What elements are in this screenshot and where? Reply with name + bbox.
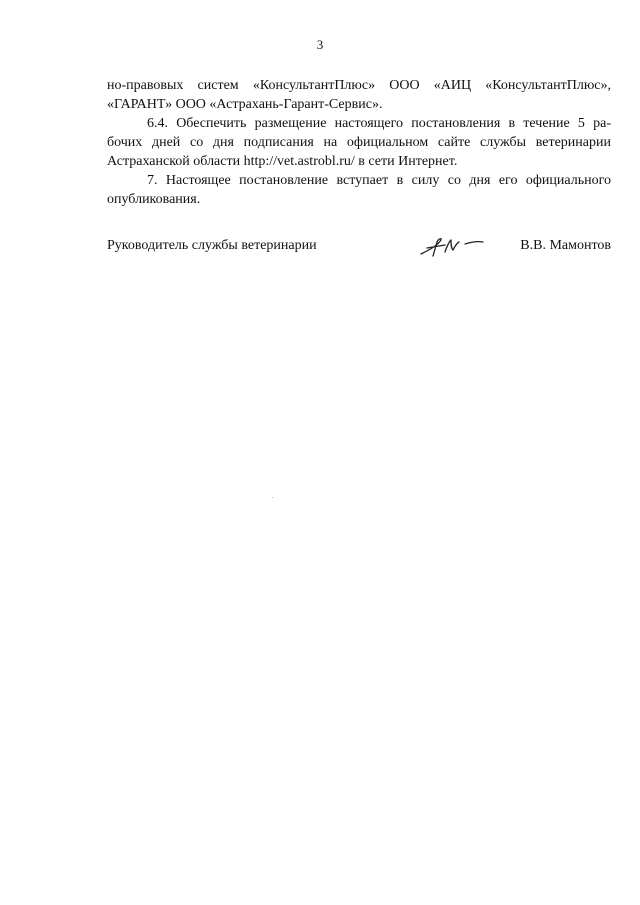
text-line: 6.4. Обеспечить размещение настоящего постановления в течение 5 ра-: [147, 116, 611, 131]
text-line: опубликования.: [107, 192, 201, 207]
signature-block: [107, 234, 611, 258]
page-number: 3: [316, 37, 324, 52]
handwritten-signature: [415, 232, 487, 260]
signatory-name: В.В. Мамонтов: [520, 238, 611, 253]
text-line: «ГАРАНТ» ООО «Астрахань-Гарант-Сервис».: [107, 97, 383, 112]
paragraph-7: [107, 171, 611, 209]
signatory-position: Руководитель службы ветеринарии: [107, 238, 317, 253]
text-line: 7. Настоящее постановление вступает в силу со дня его официального: [147, 173, 611, 188]
paragraph-legal-systems: [107, 76, 611, 114]
text-line: Астраханской области http://vet.astrobl.ru/ в сети Интернет.: [107, 154, 458, 169]
text-line: но-правовых систем «КонсультантПлюс» ООО «АИЦ «КонсультантПлюс»,: [107, 78, 611, 93]
scan-speck: [272, 497, 273, 498]
document-body: [107, 76, 611, 209]
text-line: бочих дней со дня подписания на официальном сайте службы ветеринарии: [107, 135, 611, 150]
paragraph-6-4: [107, 114, 611, 171]
